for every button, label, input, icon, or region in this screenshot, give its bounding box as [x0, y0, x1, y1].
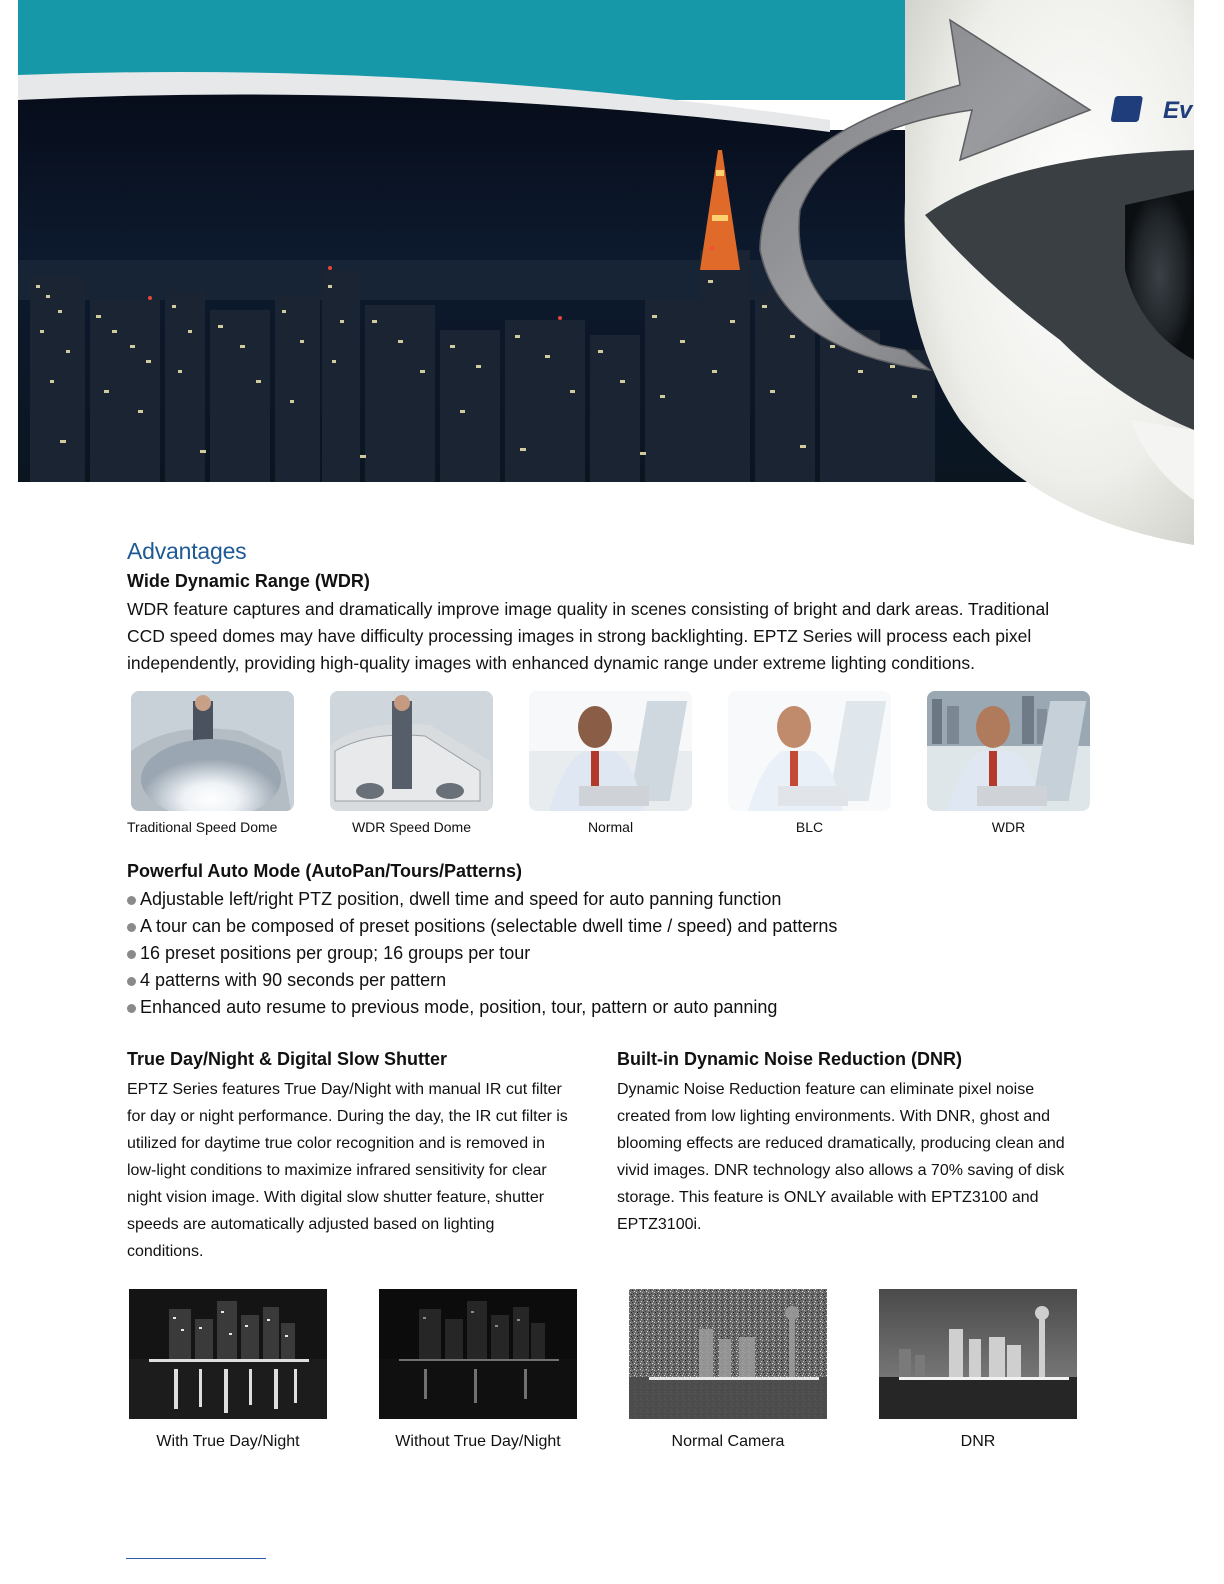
skyline-dark-image — [379, 1289, 577, 1419]
skyline-bright-image — [129, 1289, 327, 1419]
car-man-wdr-image — [330, 691, 493, 811]
image-without-true-day-night — [379, 1289, 577, 1451]
caption-wdr-speed-dome: WDR Speed Dome — [351, 819, 472, 835]
thumb-wdr — [927, 691, 1090, 835]
section-title: Advantages — [127, 538, 247, 564]
car-man-overexposed-image — [131, 691, 294, 811]
wdr-comparison-gallery — [127, 691, 1087, 835]
office-man-wdr-image — [927, 691, 1090, 811]
footer-divider — [126, 1558, 266, 1559]
skyline-noisy-image — [629, 1289, 827, 1419]
caption-wdr: WDR — [991, 819, 1026, 835]
dnr-description: Dynamic Noise Reduction feature can eliminate pixel noise created from low lighting environments. With DNR, ghost and blooming effects are reduced dramatically, producing clean and vivid images. DNR technology also allows a 70% saving of disk storage. This feature is ONLY available with EPTZ3100 and EPTZ3100i. — [617, 1081, 1065, 1233]
day-night-dnr-gallery — [129, 1289, 1087, 1451]
image-normal-camera — [629, 1289, 827, 1451]
caption-dnr: DNR — [960, 1433, 996, 1450]
list-item: Enhanced auto resume to previous mode, position, tour, pattern or auto panning — [127, 994, 1087, 1021]
day-night-column — [127, 1049, 573, 1265]
image-dnr — [879, 1289, 1077, 1451]
wdr-description: WDR feature captures and dramatically improve image quality in scenes consisting of bright and dark areas. Traditional CCD speed domes may have difficulty processing images in strong backlighting. EPTZ Series will process each pixel independently, providing high-quality images with enhanced dynamic range under extreme lighting conditions. — [127, 599, 1050, 673]
thumb-wdr-speed-dome — [330, 691, 493, 835]
auto-mode-list — [127, 886, 1087, 1021]
image-with-true-day-night — [129, 1289, 327, 1451]
thumb-normal — [529, 691, 692, 835]
office-man-blc-image — [728, 691, 891, 811]
list-item: Adjustable left/right PTZ position, dwell time and speed for auto panning function — [127, 886, 1087, 913]
caption-blc: BLC — [795, 819, 824, 835]
caption-normal: Normal — [587, 819, 634, 835]
skyline-clean-image — [879, 1289, 1077, 1419]
list-item: 4 patterns with 90 seconds per pattern — [127, 967, 1087, 994]
caption-normal-camera: Normal Camera — [671, 1433, 785, 1450]
day-night-heading: True Day/Night & Digital Slow Shutter — [127, 1049, 448, 1069]
day-night-description: EPTZ Series features True Day/Night with manual IR cut filter for day or night performance. During the day, the IR cut filter is utilized for daytime true color recognition and is removed in low-light conditions to maximize infrared sensitivity for clear night vision image. With digital slow shutter feature, shutter speeds are automatically adjusted based on lighting conditions. — [127, 1081, 568, 1260]
list-item: 16 preset positions per group; 16 groups per tour — [127, 940, 1087, 967]
wdr-heading: Wide Dynamic Range (WDR) — [127, 571, 370, 591]
thumb-traditional-speed-dome — [127, 691, 294, 835]
dnr-column — [617, 1049, 1087, 1265]
two-column-features — [127, 1049, 1087, 1265]
brand-logo-text: Ev — [1163, 97, 1193, 124]
caption-with-true-day-night: With True Day/Night — [156, 1433, 300, 1450]
dnr-heading: Built-in Dynamic Noise Reduction (DNR) — [617, 1049, 963, 1069]
hero-graphic — [0, 0, 1224, 560]
list-item: A tour can be composed of preset positions (selectable dwell time / speed) and patterns — [127, 913, 1087, 940]
office-man-normal-image — [529, 691, 692, 811]
caption-without-true-day-night: Without True Day/Night — [395, 1433, 561, 1450]
hero-banner — [0, 0, 1224, 560]
auto-mode-heading: Powerful Auto Mode (AutoPan/Tours/Patterns) — [127, 861, 522, 881]
caption-traditional-speed-dome: Traditional Speed Dome — [127, 819, 278, 835]
content-area — [127, 538, 1087, 1451]
thumb-blc — [728, 691, 891, 835]
